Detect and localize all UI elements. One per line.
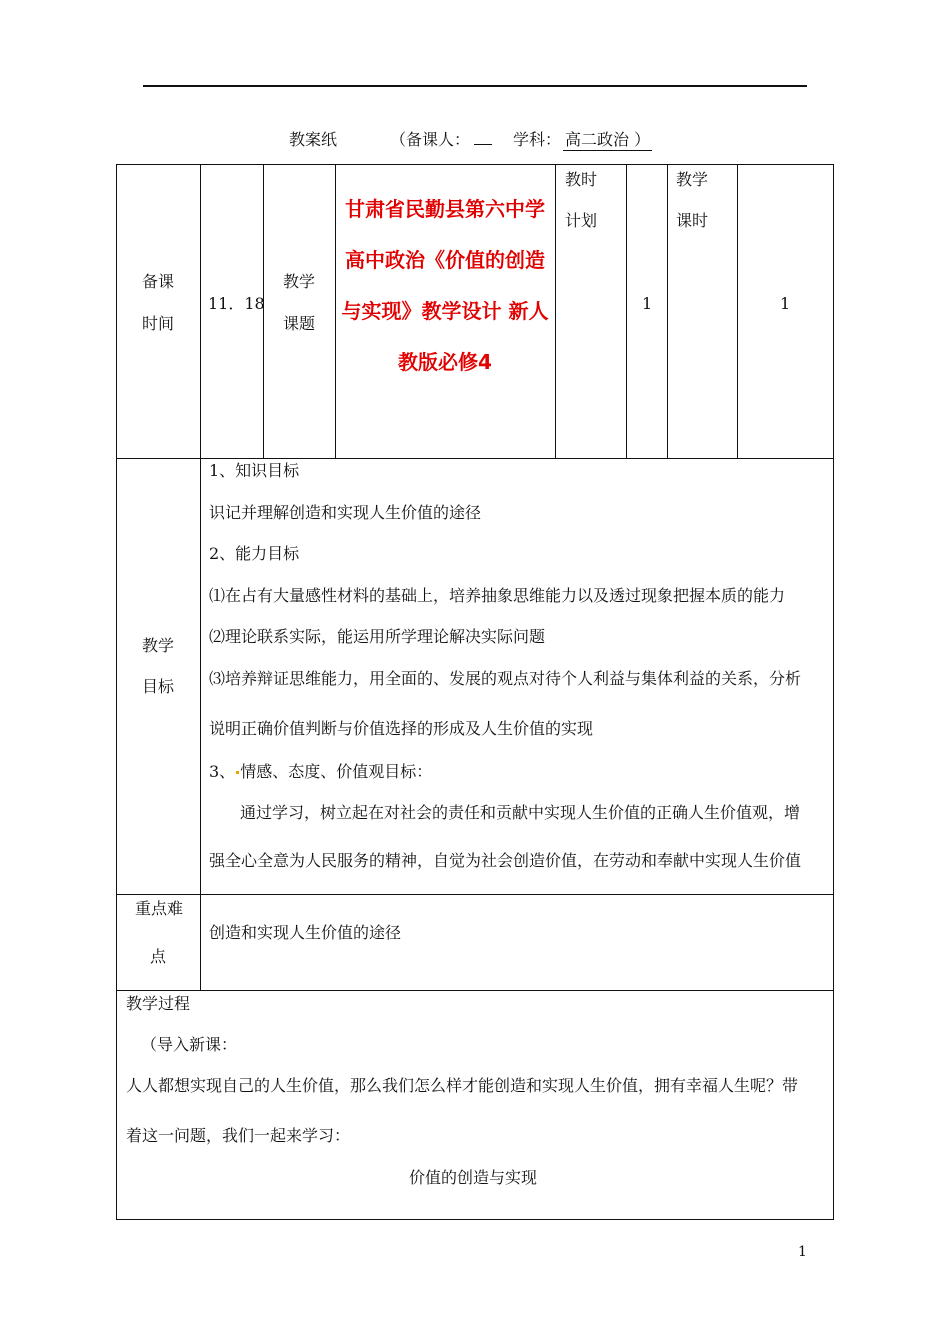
prep-time-label-line1: 备课 [142,272,175,291]
key-points-label-line2: 点 [150,947,167,966]
objective-line: ⑵理论联系实际，能运用所学理论解决实际问题 [209,627,546,646]
row-divider-2 [116,894,834,895]
item3-prefix: 3、 [209,762,236,781]
intro-label: （导入新课： [141,1035,238,1054]
topic-label-line2: 课题 [283,314,316,333]
intro-para-line2: 着这一问题，我们一起来学习： [126,1126,351,1145]
plan-label-line2: 计划 [565,211,598,230]
lesson-title: 价值的创造与实现 [409,1168,538,1187]
preparer-label: （备课人： [390,130,471,149]
key-points-text: 创造和实现人生价值的途径 [209,923,402,942]
row-divider-3 [116,990,834,991]
table-left-border [116,164,117,1219]
preparer-field [390,127,492,150]
intro-para-line1: 人人都想实现自己的人生价值，那么我们怎么样才能创造和实现人生价值，拥有幸福人生呢？带 [126,1076,799,1095]
topic-label-line1: 教学 [283,272,316,291]
objective-line: 说明正确价值判断与价值选择的形成及人生价值的实现 [209,719,594,738]
col-divider [737,164,738,458]
objective-line: 识记并理解创造和实现人生价值的途径 [209,503,482,522]
col-divider [626,164,627,458]
objectives-label-line1: 教学 [142,636,175,655]
col-divider [555,164,556,458]
table-top-border [116,164,834,165]
doc-label: 教案纸 [289,130,338,149]
label-col-divider [200,458,201,990]
item3-text: 情感、态度、价值观目标： [240,762,433,781]
prep-time-value: 11．18 [208,294,265,313]
objective-line: 强全心全意为人民服务的精神，自觉为社会创造价值，在劳动和奉献中实现人生价值 [209,851,802,870]
hours-label-line1: 教学 [676,170,709,189]
objective-line: 1、知识目标 [209,461,300,480]
subject-value: 高二政治 ） [563,127,652,151]
hours-value: 1 [780,294,791,313]
key-points-label-line1: 重点难 [135,899,184,918]
plan-label-line1: 教时 [565,170,598,189]
objective-line: ⑴在占有大量感性材料的基础上，培养抽象思维能力以及透过现象把握本质的能力 [209,586,786,605]
row-divider-1 [116,458,834,459]
objective-line: 2、能力目标 [209,544,300,563]
col-divider [335,164,336,458]
process-title: 教学过程 [126,994,191,1013]
col-divider [200,164,201,458]
page-number: 1 [798,1244,807,1260]
top-rule [143,85,807,87]
objectives-label-line2: 目标 [142,677,175,696]
subject-label: 学科： [513,130,562,149]
hours-label-line2: 课时 [676,211,709,230]
plan-value: 1 [642,294,653,313]
highlight-mark [236,771,239,774]
table-right-border [833,164,834,1219]
objective-line: ⑶培养辩证思维能力，用全面的、发展的观点对待个人利益与集体利益的关系，分析 [209,669,802,688]
table-bottom-border [116,1219,834,1220]
preparer-blank [474,130,492,145]
objective-line: 通过学习，树立起在对社会的责任和贡献中实现人生价值的正确人生价值观，增 [240,803,801,822]
objective-line-item3 [209,762,432,782]
col-divider [667,164,668,458]
lesson-topic-title: 甘肃省民勤县第六中学高中政治《价值的创造与实现》教学设计 新人教版必修4 [341,197,549,374]
prep-time-label-line2: 时间 [142,314,175,333]
